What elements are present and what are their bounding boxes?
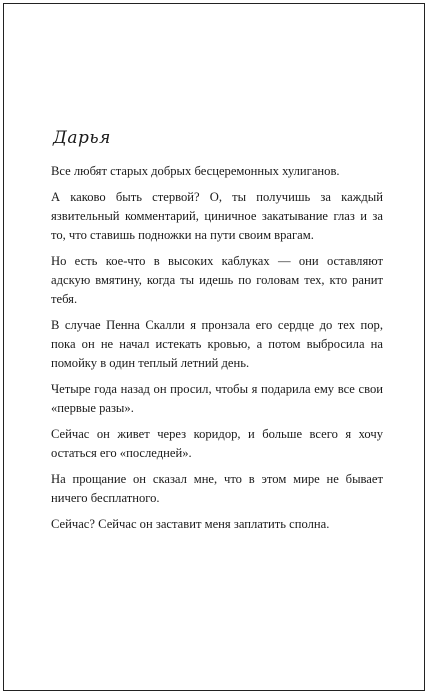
page-frame [3, 3, 425, 691]
paragraph-3: Но есть кое-что в высоких каблуках — они оставляют адскую вмятину, когда ты идешь по головам тех, кто ранит тебя. [51, 254, 383, 306]
paragraph-2: А каково быть стервой? О, ты получишь за каждый язвительный комментарий, циничное закатывание глаз и за то, что ставишь подножки на пути своим врагам. [51, 190, 383, 242]
chapter-heading: Дарья [53, 128, 111, 148]
paragraph-6: Сейчас он живет через коридор, и больше всего я хочу остаться его «последней». [51, 427, 383, 460]
paragraph-7: На прощание он сказал мне, что в этом мире не бывает ничего бесплатного. [51, 472, 383, 505]
paragraph-4: В случае Пенна Скалли я пронзала его сердце до тех пор, пока он не начал истекать кровью, а потом выбросила на помойку в один теплый летний день. [51, 318, 383, 370]
paragraph-1: Все любят старых добрых бесцеремонных хулиганов. [51, 164, 340, 178]
paragraph-5: Четыре года назад он просил, чтобы я подарила ему все свои «первые разы». [51, 382, 383, 415]
page-content [51, 127, 383, 534]
paragraph-8: Сейчас? Сейчас он заставит меня заплатить сполна. [51, 517, 330, 531]
